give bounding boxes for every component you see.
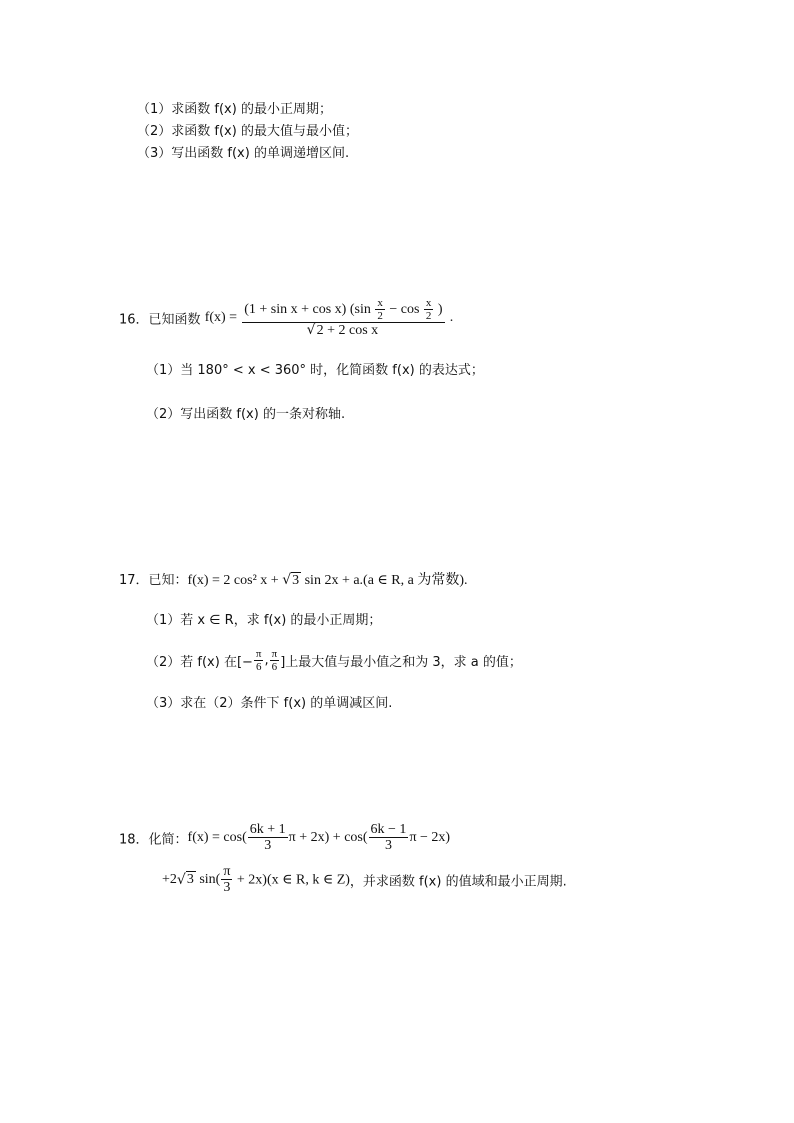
q16-den-radicand: 2 + 2 cos x	[316, 323, 379, 339]
q16-end: .	[449, 309, 454, 325]
q17-sqrt3: 3	[292, 573, 300, 588]
q16-numerator	[242, 297, 444, 323]
q18-frac1	[248, 822, 288, 854]
q16-half-x-1-den: 2	[377, 310, 383, 323]
q17-six1: 6	[255, 661, 262, 674]
q16-num-b: (sin	[349, 301, 371, 317]
q18-frac3	[221, 864, 232, 896]
q18-l2-c: + 2x)(x ∈ R, k ∈ Z)	[233, 872, 350, 888]
q18-l2-a: +2	[162, 871, 177, 887]
q18-l2-b: sin(	[195, 871, 221, 887]
q16-part2: （2）写出函数 f(x) 的一条对称轴.	[146, 407, 346, 422]
q18-frac1-den: 3	[264, 838, 272, 854]
q17-pi-over-6-b	[270, 648, 280, 673]
q18-sqrt3: 3	[186, 871, 194, 887]
q18-l1-b: π + 2x) + cos(	[288, 829, 368, 845]
q17-pi2: π	[271, 648, 278, 660]
q15-part1: （1）求函数 f(x) 的最小正周期；	[137, 102, 332, 117]
q17-formula-a: f(x) = 2 cos² x +	[187, 573, 283, 588]
q18-frac1-num: 6k + 1	[249, 822, 286, 837]
q16-denominator: √2 + 2 cos x	[306, 322, 379, 339]
q18-l1-a: f(x) = cos(	[187, 829, 247, 845]
q18-line2: +2√3 sin( $\frac{\pi}{3}$ + 2x)(x ∈ R, k ∈ Z)，并求函数 f(x) 的值域和最小正周期.	[162, 864, 567, 896]
q17-lead: 17．已知：	[119, 573, 188, 588]
q17-pi-over-6-a	[254, 648, 264, 673]
q18-line1	[119, 822, 450, 854]
q16-half-x-1-num: x	[377, 297, 383, 309]
q18-frac2	[369, 822, 409, 854]
q17-part3: （3）求在（2）条件下 f(x) 的单调减区间.	[146, 696, 393, 711]
q18-frac3-num: π	[223, 864, 231, 879]
q16-half-x-2-den: 2	[425, 310, 432, 323]
q16-lhs: f(x) =	[204, 309, 238, 325]
q16-half-x-1	[375, 297, 385, 322]
q16-num-a: (1 + sin x + cos x)	[244, 301, 347, 317]
q18-l1-c: π − 2x)	[409, 829, 451, 845]
q16-fraction	[242, 297, 444, 339]
q17-formula-b: sin 2x + a.(a ∈ R, a 为常数).	[301, 573, 468, 588]
q16-lead: 16．已知函数	[119, 312, 201, 328]
q17-p2-a: （2）若 f(x) 在[−	[146, 655, 253, 671]
q17-six2: 6	[271, 661, 278, 674]
q17-part1: （1）若 x ∈ R，求 f(x) 的最小正周期；	[146, 613, 382, 628]
q15-part3: （3）写出函数 f(x) 的单调递增区间.	[137, 146, 350, 161]
q17-pi1: π	[255, 648, 262, 660]
q17-part2	[146, 648, 522, 673]
q16-statement	[119, 297, 453, 339]
q18-frac2-num: 6k − 1	[370, 822, 407, 837]
q16-num-c: − cos	[389, 301, 420, 317]
q16-half-x-2-num: x	[425, 297, 432, 309]
q18-lead: 18．化简：	[119, 832, 188, 848]
q16-part1: （1）当 180° < x < 360° 时，化简函数 f(x) 的表达式；	[146, 363, 484, 378]
q15-part2: （2）求函数 f(x) 的最大值与最小值；	[137, 124, 358, 139]
q16-num-d: )	[437, 301, 443, 317]
q18-frac3-den: 3	[223, 880, 231, 896]
q17-p2-b: ]上最大值与最小值之和为 3，求 a 的值；	[280, 655, 522, 671]
q17-p2-comma: ,	[264, 653, 269, 669]
q18-l2-d: ，并求函数 f(x) 的值域和最小正周期.	[349, 874, 567, 890]
q16-half-x-2	[424, 297, 434, 322]
q18-frac2-den: 3	[384, 838, 392, 854]
q17-statement: 17．已知：f(x) = 2 cos² x + √3 sin 2x + a.(a ∈ R, a 为常数).	[119, 572, 468, 588]
